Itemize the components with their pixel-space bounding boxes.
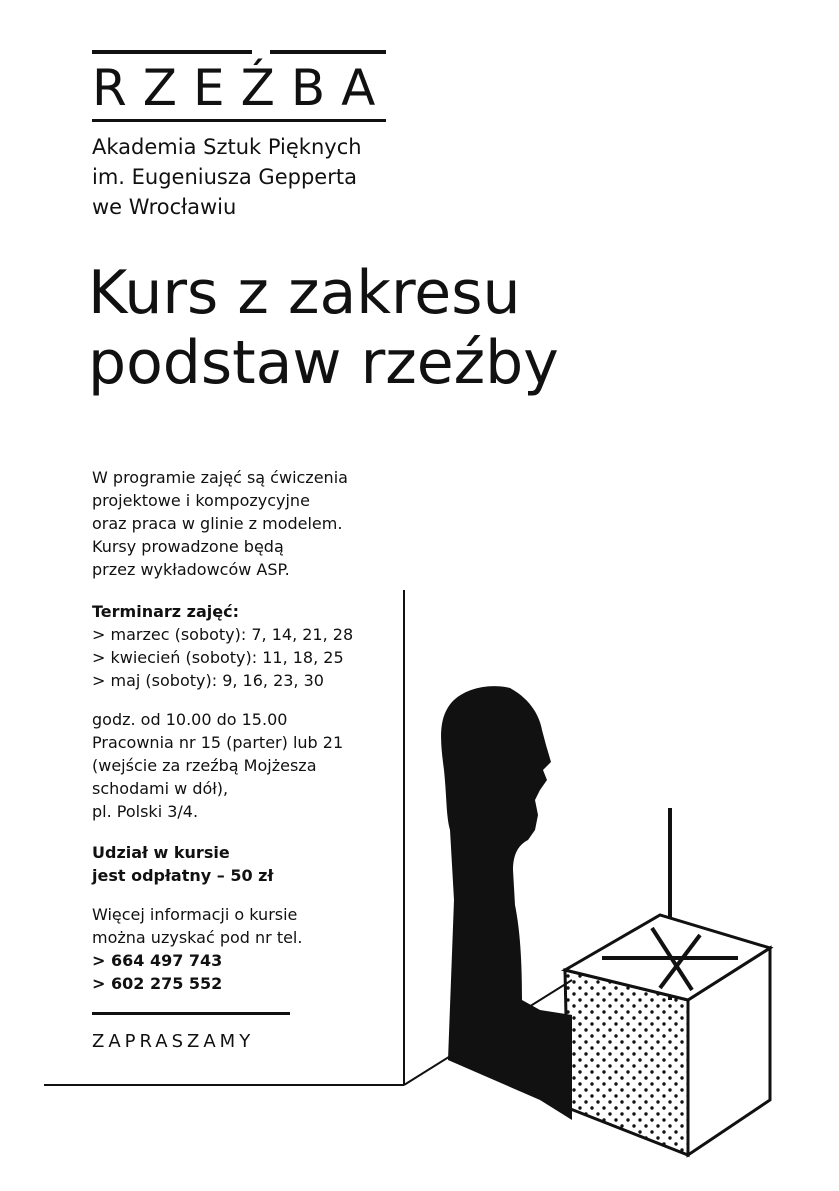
location-line: (wejście za rzeźbą Mojżesza [92,756,317,775]
contact-line: Więcej informacji o kursie [92,905,298,924]
institution-line: Akademia Sztuk Pięknych [92,135,362,159]
invite-text: ZAPRASZAMY [92,1031,255,1052]
schedule-heading: Terminarz zajęć: [92,602,239,621]
location-line: pl. Polski 3/4. [92,802,199,821]
intro-line: Kursy prowadzone będą [92,537,284,556]
cube-left-face [565,970,688,1155]
schedule-item: > marzec (soboty): 7, 14, 21, 28 [92,625,354,644]
location-line: godz. od 10.00 do 15.00 [92,710,288,729]
intro-line: oraz praca w glinie z modelem. [92,514,343,533]
location-line: schodami w dół), [92,779,229,798]
intro-line: przez wykładowców ASP. [92,560,290,579]
institution-line: we Wrocławiu [92,195,237,219]
intro-line: projektowe i kompozycyjne [92,491,310,510]
fee-line: Udział w kursie [92,843,230,862]
location-line: Pracownia nr 15 (parter) lub 21 [92,733,344,752]
schedule-item: > kwiecień (soboty): 11, 18, 25 [92,648,344,667]
schedule-item: > maj (soboty): 9, 16, 23, 30 [92,671,324,690]
logo-wordmark: RZEŹBA [92,59,392,117]
title-line: Kurs z zakresu [88,258,521,328]
phone-number: > 664 497 743 [92,951,223,970]
institution-line: im. Eugeniusza Gepperta [92,165,357,189]
phone-number: > 602 275 552 [92,974,223,993]
intro-line: W programie zajęć są ćwiczenia [92,468,348,487]
title-line: podstaw rzeźby [88,328,559,398]
contact-line: można uzyskać pod nr tel. [92,928,303,947]
fee-line: jest odpłatny – 50 zł [92,866,274,885]
